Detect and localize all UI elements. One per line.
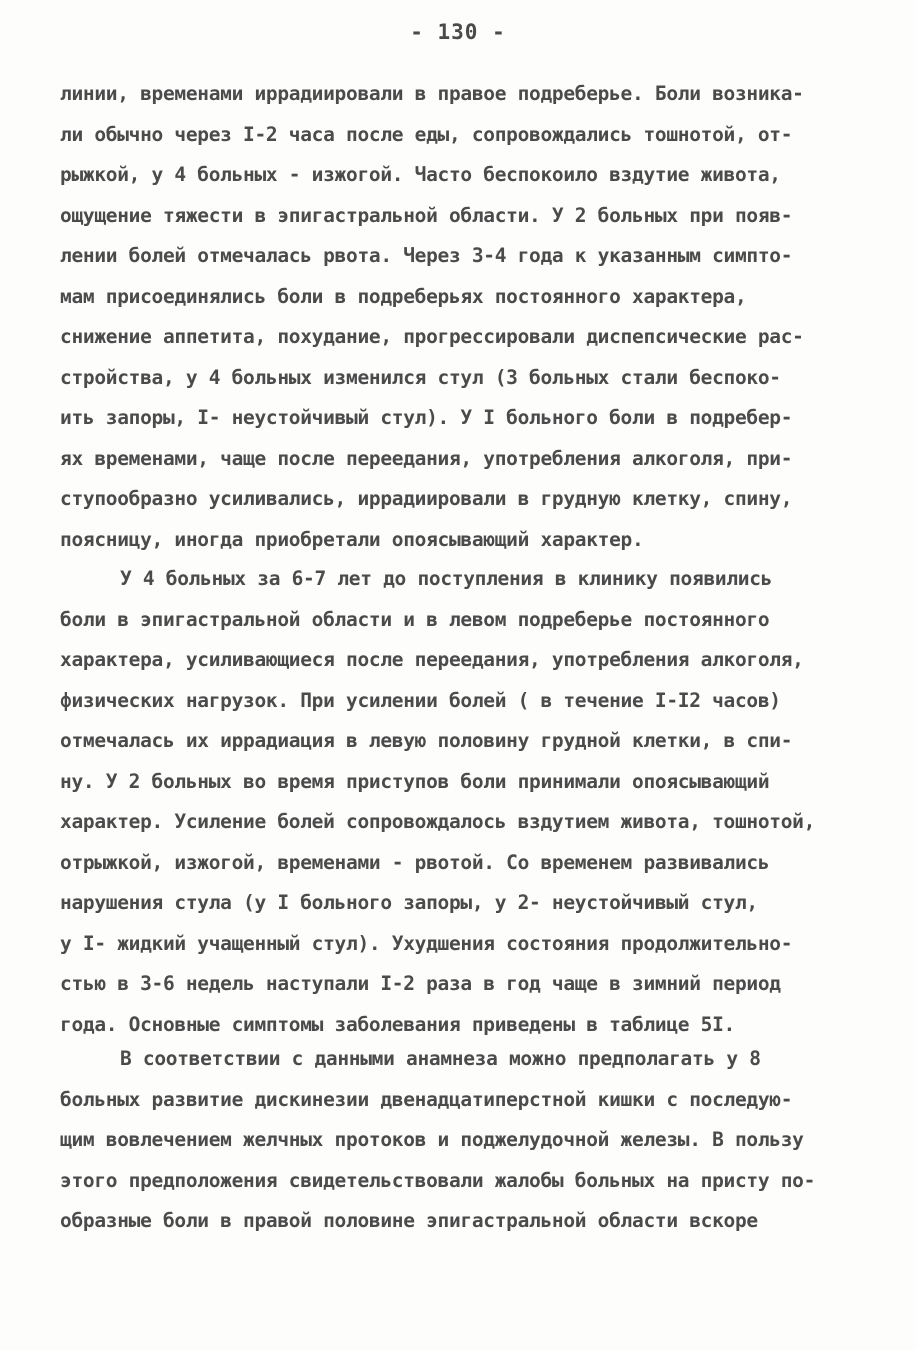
text-line: отрыжкой, изжогой, временами - рвотой. Со временем развивались — [60, 850, 770, 874]
text-line: года. Основные симптомы заболевания приведены в таблице 5I. — [60, 1012, 735, 1036]
text-line: В соответствии с данными анамнеза можно предполагать у 8 — [120, 1047, 761, 1070]
text-line: больных развитие дискинезии двенадцатиперстной кишки с последую- — [60, 1087, 793, 1111]
text-line: поясницу, иногда приобретали опоясывающий характер. — [60, 527, 644, 551]
text-line: у I- жидкий учащенный стул). Ухудшения состояния продолжительно- — [60, 931, 793, 955]
text-line: лении болей отмечалась рвота. Через 3-4 года к указанным симпто- — [60, 244, 793, 267]
page-number: - 130 - — [410, 20, 506, 44]
text-line: характер. Усиление болей сопровождалось вздутием живота, тошнотой, — [60, 810, 816, 833]
text-line: линии, временами иррадиировали в правое подреберье. Боли возника- — [60, 82, 804, 105]
paragraph-1 — [60, 74, 870, 560]
text-line: этого предположения свидетельствовали жалобы больных на присту по- — [60, 1168, 816, 1192]
text-line: мам присоединялись боли в подреберьях постоянного характера, — [60, 284, 747, 308]
text-line: ну. У 2 больных во время приступов боли принимали опоясывающий — [60, 769, 770, 793]
paragraph-3 — [60, 1039, 870, 1242]
text-line: ли обычно через I-2 часа после еды, сопровождались тошнотой, от- — [60, 122, 793, 146]
text-line: стройства, у 4 больных изменился стул (3 больных стали беспоко- — [60, 365, 781, 389]
text-line: характера, усиливающиеся после переедания, употребления алкоголя, — [60, 648, 804, 671]
text-line: отмечалась их иррадиация в левую половину грудной клетки, в спи- — [60, 729, 793, 752]
text-line: снижение аппетита, похудание, прогрессировали диспепсические рас- — [60, 325, 804, 348]
text-line: боли в эпигастральной области и в левом подреберье постоянного — [60, 607, 770, 631]
paragraph-2 — [60, 559, 870, 1045]
text-line: ях временами, чаще после переедания, употребления алкоголя, при- — [60, 446, 793, 470]
text-line: физических нагрузок. При усилении болей ( в течение I-I2 часов) — [60, 688, 781, 712]
text-line: рыжкой, у 4 больных - изжогой. Часто беспокоило вздутие живота, — [60, 163, 781, 186]
text-line: ступообразно усиливались, иррадиировали в грудную клетку, спину, — [60, 487, 793, 510]
text-line: нарушения стула (у I больного запоры, у 2- неустойчивый стул, — [60, 891, 758, 914]
text-line: ощущение тяжести в эпигастральной области. У 2 больных при появ- — [60, 203, 793, 227]
text-line: У 4 больных за 6-7 лет до поступления в клинику появились — [120, 567, 773, 590]
text-line: щим вовлечением желчных протоков и поджелудочной железы. В пользу — [60, 1128, 804, 1151]
text-line: образные боли в правой половине эпигастральной области вскоре — [60, 1209, 758, 1232]
text-line: ить запоры, I- неустойчивый стул). У I больного боли в подребер- — [60, 406, 793, 429]
text-line: стью в 3-6 недель наступали I-2 раза в год чаще в зимний период — [60, 972, 781, 995]
